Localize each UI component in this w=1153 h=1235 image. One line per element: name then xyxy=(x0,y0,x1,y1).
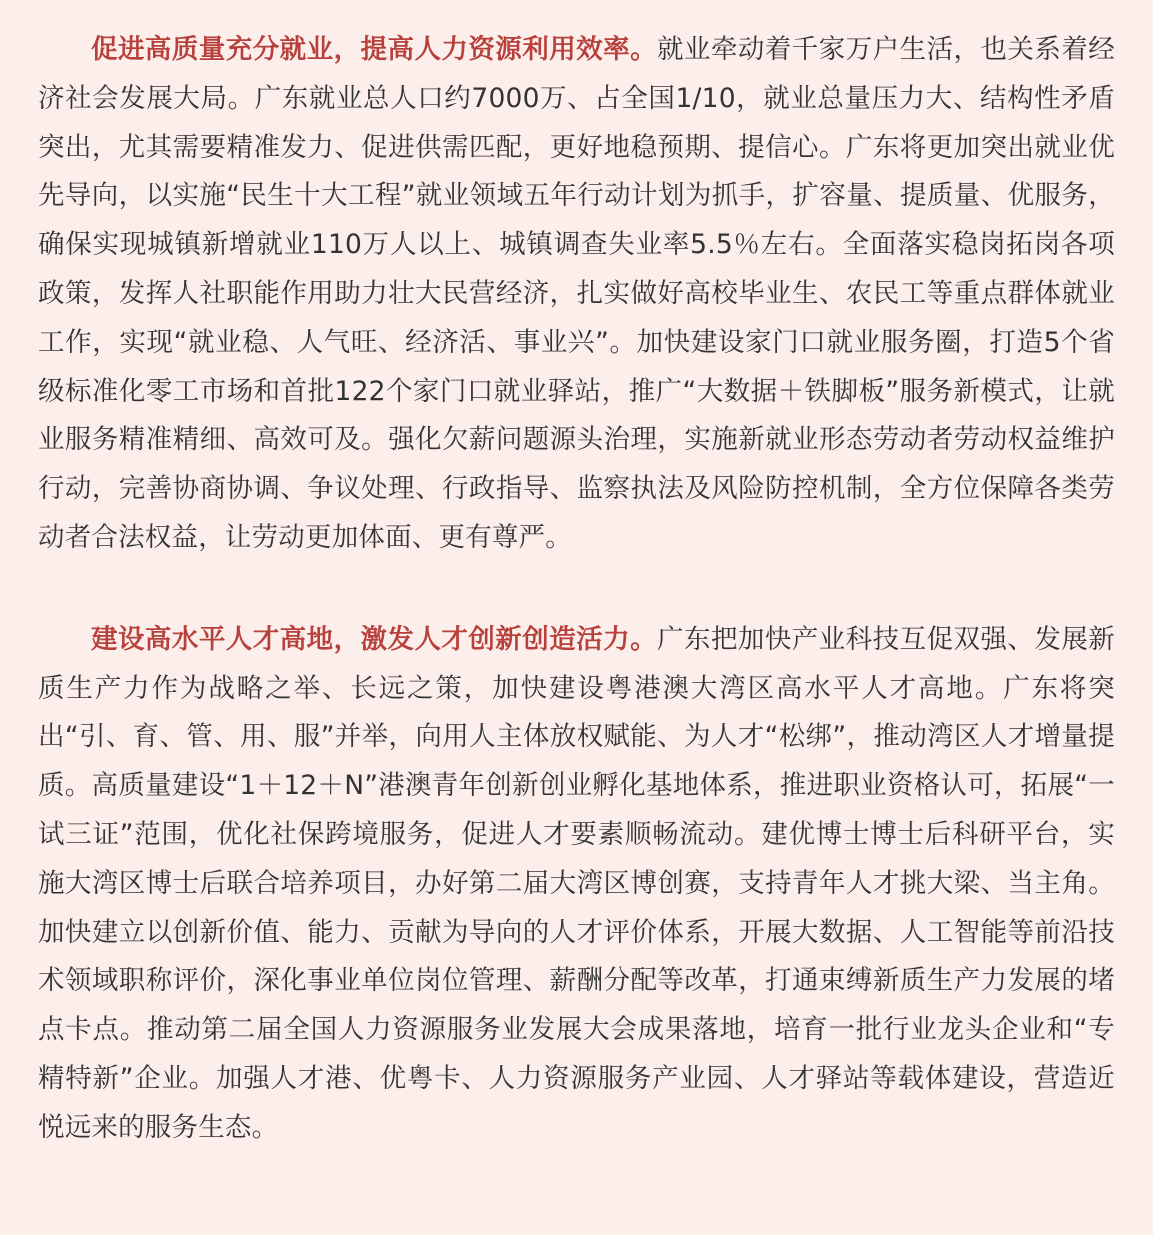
paragraph-employment xyxy=(38,26,1115,563)
paragraph-lead-heading: 建设高水平人才高地，激发人才创新创造活力。 xyxy=(91,623,658,655)
paragraph-body-text: 广东把加快产业科技互促双强、发展新质生产力作为战略之举、长远之策，加快建设粤港澳大湾区高水平人才高地。广东将突出“引、育、管、用、服”并举，向用人主体放权赋能、为人才“松绑”，推动湾区人才增量提质。高质量建设“1＋12＋N”港澳青年创新创业孵化基地体系，推进职业资格认可，拓展“一试三证”范围，优化社保跨境服务，促进人才要素顺畅流动。建优博士博士后科研平台，实施大湾区博士后联合培养项目，办好第二届大湾区博创赛，支持青年人才挑大梁、当主角。加快建立以创新价值、能力、贡献为导向的人才评价体系，开展大数据、人工智能等前沿技术领域职称评价，深化事业单位岗位管理、薪酬分配等改革，打通束缚新质生产力发展的堵点卡点。推动第二届全国人力资源服务业发展大会成果落地，培育一批行业龙头企业和“专精特新”企业。加强人才港、优粤卡、人力资源服务产业园、人才驿站等载体建设，营造近悦远来的服务生态。 xyxy=(38,623,1115,1143)
paragraph-talent xyxy=(38,616,1115,1153)
paragraph-lead-heading: 促进高质量充分就业，提高人力资源利用效率。 xyxy=(91,34,658,65)
paragraph-body-text: 就业牵动着千家万户生活，也关系着经济社会发展大局。广东就业总人口约7000万、占全国1/10，就业总量压力大、结构性矛盾突出，尤其需要精准发力、促进供需匹配，更好地稳预期、提信心。广东将更加突出就业优先导向，以实施“民生十大工程”就业领域五年行动计划为抓手，扩容量、提质量、优服务，确保实现城镇新增就业110万人以上、城镇调查失业率5.5％左右。全面落实稳岗拓岗各项政策，发挥人社职能作用助力壮大民营经济，扎实做好高校毕业生、农民工等重点群体就业工作，实现“就业稳、人气旺、经济活、事业兴”。加快建设家门口就业服务圈，打造5个省级标准化零工市场和首批122个家门口就业驿站，推广“大数据＋铁脚板”服务新模式，让就业服务精准精细、高效可及。强化欠薪问题源头治理，实施新就业形态劳动者劳动权益维护行动，完善协商协调、争议处理、行政指导、监察执法及风险防控机制，全方位保障各类劳动者合法权益，让劳动更加体面、更有尊严。 xyxy=(38,34,1115,553)
